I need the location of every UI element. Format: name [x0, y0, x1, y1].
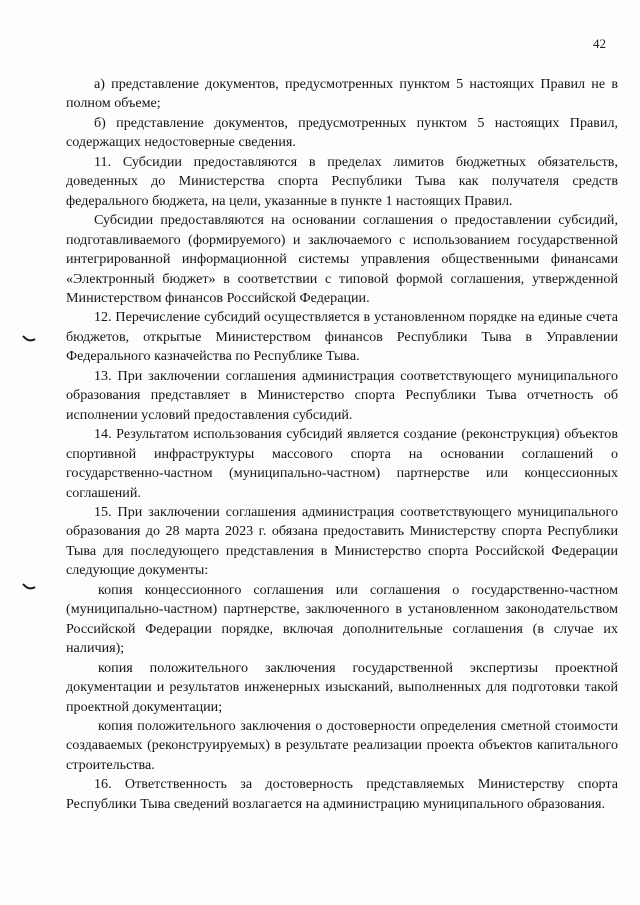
paragraph-14: 14. Результатом использования субсидий является создание (реконструкция) объектов спортивной инфраструктуры массового спорта на основании соглашений о государственно-частном (муниципально-частном) партнерстве или концессионных соглашений.: [66, 426, 618, 501]
paragraph-a: а) представление документов, предусмотренных пунктом 5 настоящих Правил не в полном объеме;: [66, 76, 618, 112]
document-list-item: копия положительного заключения государственной экспертизы проектной документации и результатов инженерных изысканий, выполненных для подготовки такой проектной документации;: [66, 659, 618, 715]
paragraph-11-agreement: Субсидии предоставляются на основании соглашения о предоставлении субсидий, подготавливаемого (формируемого) и заключаемого с использованием государственной интегрированной информационной системы управления общественными финансами «Электронный бюджет» в соответствии с типовой формой соглашения, утвержденной Министерством финансов Российской Федерации.: [66, 212, 618, 306]
margin-hole-mark: [22, 334, 36, 342]
document-body: [66, 75, 618, 814]
paragraph-13: 13. При заключении соглашения администрация соответствующего муниципального образования представляет в Министерство спорта Республики Тыва отчетность об исполнении условий предоставления субсидий.: [66, 367, 618, 423]
paragraph-b: б) представление документов, предусмотренных пунктом 5 настоящих Правил, содержащих недостоверные сведения.: [66, 114, 618, 151]
paragraph-12: 12. Перечисление субсидий осуществляется в установленном порядке на единые счета бюджетов, открытые Министерством финансов Республики Тыва в Управлении Федерального казначейства по Республике Тыва.: [66, 309, 618, 365]
document-list-item: копия положительного заключения о достоверности определения сметной стоимости создаваемых (реконструируемых) в результате реализации проекта объектов капитального строительства.: [66, 717, 618, 773]
paragraph-16: 16. Ответственность за достоверность представляемых Министерству спорта Республики Тыва сведений возлагается на администрацию муниципального образования.: [66, 776, 618, 812]
paragraph-15: 15. При заключении соглашения администрация соответствующего муниципального образования до 28 марта 2023 г. обязана предоставить Министерству спорта Республики Тыва для последующего представления в Министерство спорта Российской Федерации следующие документы:: [66, 503, 618, 579]
page-number: 42: [593, 36, 606, 51]
paragraph-11: 11. Субсидии предоставляются в пределах лимитов бюджетных обязательств, доведенных до Министерства спорта Республики Тыва как получателя средств федерального бюджета, на цели, указанные в пункте 1 настоящих Правил.: [66, 153, 618, 209]
margin-hole-mark: [22, 582, 36, 590]
document-list-item: копия концессионного соглашения или соглашения о государственно-частном (муниципально-частном) партнерстве, заключенного в установленном законодательством Российской Федерации порядке, включая дополнительные соглашения (в случае их наличия);: [66, 581, 618, 657]
